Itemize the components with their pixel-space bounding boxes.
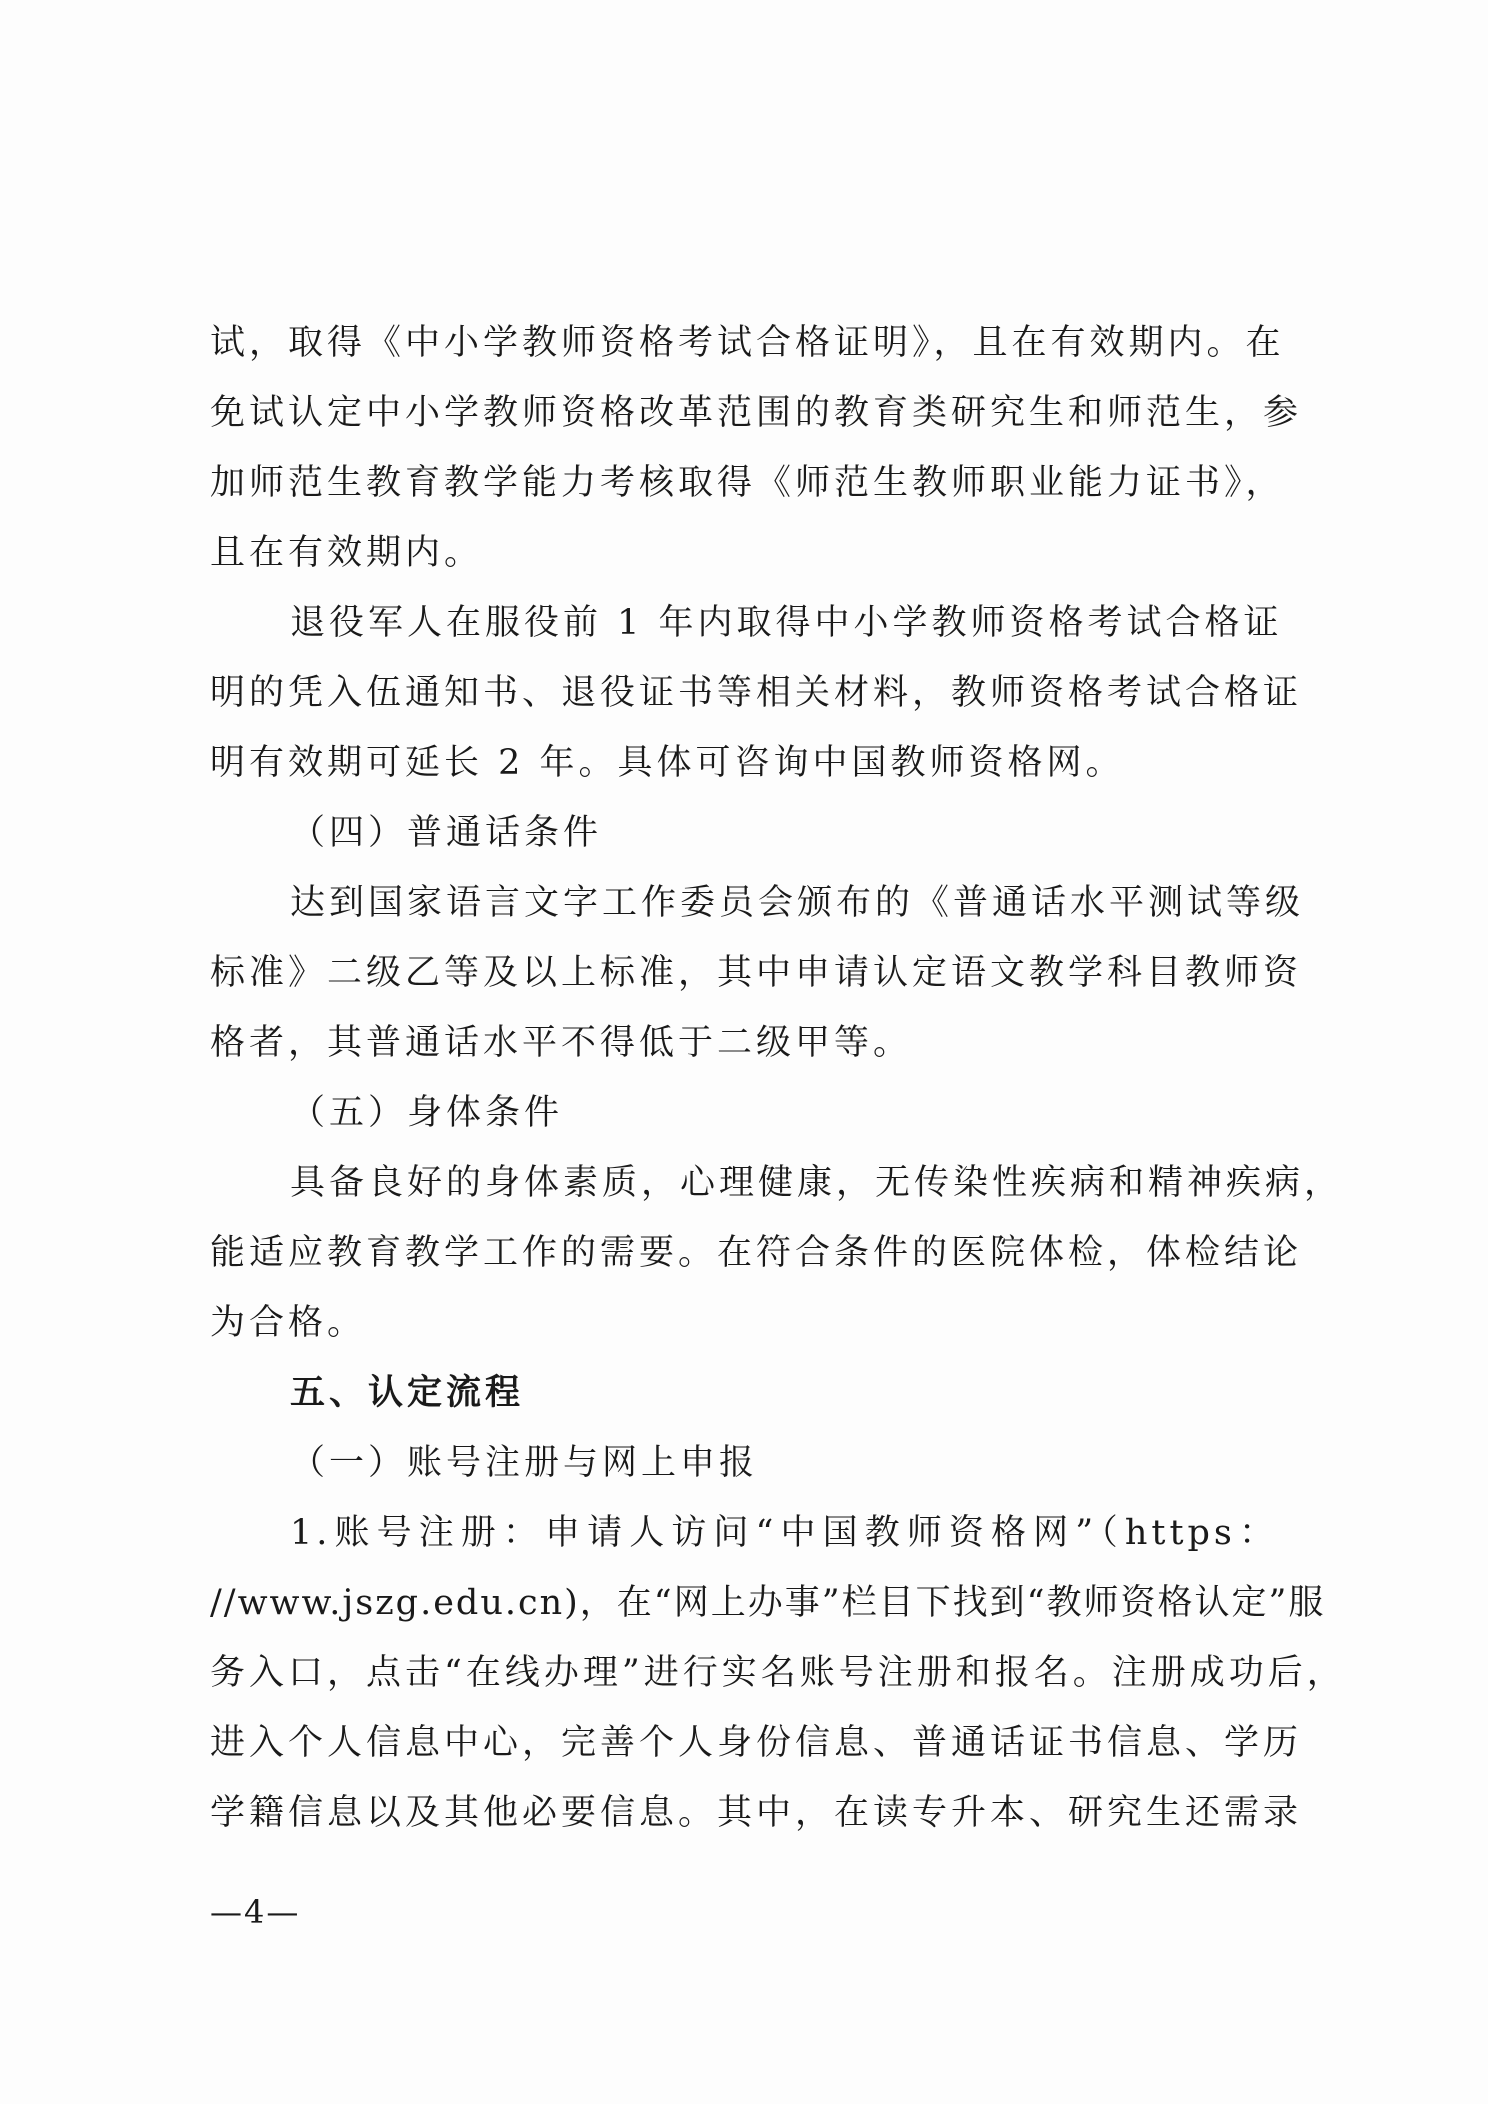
subsection-heading: （一）账号注册与网上申报 [290, 1443, 759, 1483]
body-line: 试，取得《中小学教师资格考试合格证明》，且在有效期内。在 [210, 323, 1285, 363]
subsection-heading: （四）普通话条件 [290, 813, 603, 853]
subsection-heading: （五）身体条件 [290, 1093, 564, 1133]
body-line: 免试认定中小学教师资格改革范围的教育类研究生和师范生，参 [210, 393, 1303, 433]
body-line: 学籍信息以及其他必要信息。其中，在读专升本、研究生还需录 [210, 1793, 1303, 1833]
page-number: —4— [210, 1893, 301, 1931]
body-line: 能适应教育教学工作的需要。在符合条件的医院体检，体检结论 [210, 1233, 1303, 1273]
body-line: 1.账号注册：申请人访问“中国教师资格网”（https： [290, 1513, 1278, 1553]
section-heading: 五、认定流程 [290, 1373, 525, 1413]
body-line: 具备良好的身体素质，心理健康，无传染性疾病和精神疾病， [290, 1163, 1344, 1203]
body-line: 达到国家语言文字工作委员会颁布的《普通话水平测试等级 [290, 883, 1305, 923]
body-line: 标准》二级乙等及以上标准，其中申请认定语文教学科目教师资 [210, 953, 1303, 993]
body-line: 明有效期可延长 2 年。具体可咨询中国教师资格网。 [210, 743, 1125, 783]
body-line: 退役军人在服役前 1 年内取得中小学教师资格考试合格证 [290, 603, 1283, 643]
body-line: 为合格。 [210, 1303, 367, 1343]
body-line: 加师范生教育教学能力考核取得《师范生教师职业能力证书》， [210, 463, 1285, 503]
body-line: //www.jszg.edu.cn)，在“网上办事”栏目下找到“教师资格认定”服 [210, 1583, 1326, 1623]
body-line: 且在有效期内。 [210, 533, 484, 573]
body-line: 进入个人信息中心，完善个人身份信息、普通话证书信息、学历 [210, 1723, 1303, 1763]
body-line: 务入口，点击“在线办理”进行实名账号注册和报名。注册成功后， [210, 1653, 1346, 1693]
body-line: 格者，其普通话水平不得低于二级甲等。 [210, 1023, 913, 1063]
body-line: 明的凭入伍通知书、退役证书等相关材料，教师资格考试合格证 [210, 673, 1303, 713]
